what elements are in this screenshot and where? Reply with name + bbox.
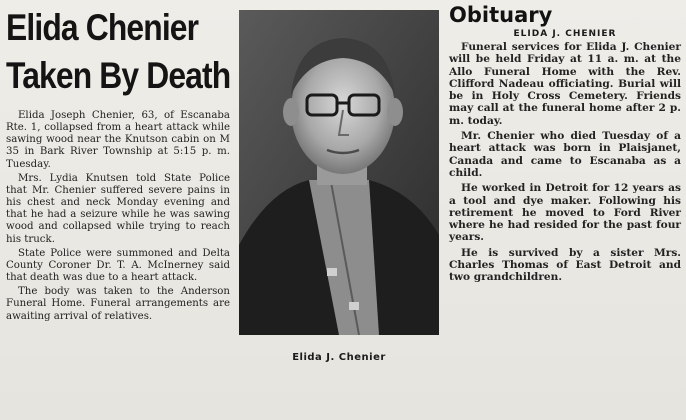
obituary-paragraph: Funeral services for Elida J. Chenier will be held Friday at 11 a. m. at the Allo Funeral Home with the Rev. Clifford Nadeau officiating. Burial will be in Holy Cross Cemetery. Friends may call at the funeral home after 2 p. m. today. [449, 41, 681, 127]
obituary-column [449, 2, 681, 287]
obituary-heading: Obituary [449, 3, 553, 27]
article-body [6, 110, 230, 323]
obituary-paragraph: He is survived by a sister Mrs. Charles Thomas of East Detroit and two grandchildren. [449, 246, 681, 284]
obituary-paragraph: Mr. Chenier who died Tuesday of a heart attack was born in Plaisjanet, Canada and came to Escanaba as a child. [449, 130, 681, 179]
news-article [6, 4, 230, 325]
photo-caption: Elida J. Chenier [292, 352, 386, 363]
article-headline [6, 4, 231, 100]
headline-line-2: Taken By Death [6, 55, 231, 96]
article-paragraph: Elida Joseph Chenier, 63, of Escanaba Rte. 1, collapsed from a heart attack while sawing wood near the Knutson cabin on M 35 in Bark River Township at 5:15 p. m. Tuesday. [6, 110, 230, 170]
article-paragraph: The body was taken to the Anderson Funeral Home. Funeral arrangements are awaiting arrival of relatives. [6, 286, 230, 322]
portrait-image [239, 10, 439, 335]
portrait-photo [239, 10, 439, 335]
obituary-subheading: ELIDA J. CHENIER [513, 29, 617, 39]
obituary-paragraph: He worked in Detroit for 12 years as a tool and dye maker. Following his retirement he moved to Ford River where he had resided for the past four years. [449, 182, 681, 244]
headline-line-1: Elida Chenier [6, 7, 199, 48]
portrait-illustration [239, 10, 439, 335]
obituary-body [449, 41, 681, 284]
article-paragraph: Mrs. Lydia Knutsen told State Police that Mr. Chenier suffered severe pains in his chest and neck Monday evening and that he had a seizure while he was sawing wood and collapsed while trying to reach his truck. [6, 172, 230, 245]
article-paragraph: State Police were summoned and Delta County Coroner Dr. T. A. McInerney said that death was due to a heart attack. [6, 247, 230, 284]
